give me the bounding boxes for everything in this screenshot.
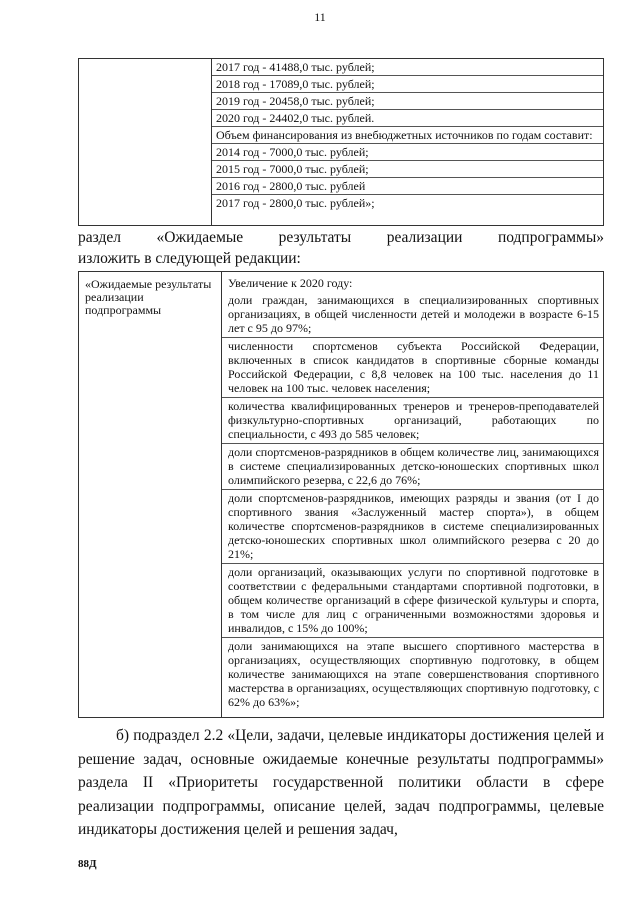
table-row: 2014 год - 7000,0 тыс. рублей;	[212, 144, 603, 161]
table-row: 2018 год - 17089,0 тыс. рублей;	[212, 76, 603, 93]
list-item: доли граждан, занимающихся в специализированных спортивных организациях, в общей численности детей и молодежи в возрасте 6-15 лет с 95 до 97%;	[222, 292, 603, 338]
heading-line: изложить в следующей редакции:	[78, 250, 301, 267]
table-row: Объем финансирования из внебюджетных источников по годам составит:	[212, 127, 603, 144]
results-table	[78, 271, 604, 718]
table-row: 2017 год - 41488,0 тыс. рублей;	[212, 59, 603, 76]
table-row: 2016 год - 2800,0 тыс. рублей	[212, 178, 603, 195]
list-item: доли занимающихся на этапе высшего спортивного мастерства в организациях, осуществляющих спортивную подготовку, в общем количестве занимающихся на этапе совершенствования спортивного мастерства в организациях, осуществляющих спортивную подготовку, с 62% до 63%»;	[228, 639, 599, 709]
body-paragraph: б) подраздел 2.2 «Цели, задачи, целевые индикаторы достижения целей и решение задач, основные ожидаемые конечные результаты подпрограммы» раздела II «Приоритеты государственной политики области в сфере реализации подпрограммы, описание целей, задач подпрограммы, целевые индикаторы достижения целей и решения задач,	[78, 727, 604, 838]
table-row: 2015 год - 7000,0 тыс. рублей;	[212, 161, 603, 178]
section-heading	[78, 227, 604, 269]
funding-table	[78, 58, 604, 226]
table-row: 2020 год - 24402,0 тыс. рублей.	[212, 110, 603, 127]
list-item: доли организаций, оказывающих услуги по спортивной подготовке в соответствии с федеральными стандартами спортивной подготовки, в общем количестве организаций в сфере физической культуры и спорта, в том числе для лиц с ограниченными возможностями здоровья и инвалидов, с 15% до 100%;	[222, 564, 603, 638]
heading-line: раздел «Ожидаемые результаты реализации подпрограммы»	[78, 229, 604, 246]
table-row: 2017 год - 2800,0 тыс. рублей»;	[216, 196, 375, 210]
results-intro: Увеличение к 2020 году:	[228, 276, 353, 290]
list-item: численности спортсменов субъекта Российской Федерации, включенных в список кандидатов в спортивные сборные команды Российской Федерации, с 8,8 человек на 100 тыс. населения до 11 человек на 100 тыс. человек населения;	[222, 338, 603, 398]
page-number: 11	[314, 10, 326, 24]
funding-cell	[212, 59, 603, 211]
list-item: доли спортсменов-разрядников, имеющих разряды и звания (от I до спортивного звания «Заслуженный мастер спорта»), в общем количестве спортсменов-разрядников в системе специализированных детско-юношеских спортивных школ олимпийского резерва с 20 до 21%;	[222, 490, 603, 564]
table-row: 2019 год - 20458,0 тыс. рублей;	[212, 93, 603, 110]
list-item: доли спортсменов-разрядников в общем количестве лиц, занимающихся в системе специализированных детско-юношеских спортивных школ олимпийского резерва, с 22,6 до 76%;	[222, 444, 603, 490]
results-cell	[222, 275, 603, 711]
list-item: количества квалифицированных тренеров и тренеров-преподавателей физкультурно-спортивных организаций, работающих по специальности, с 493 до 585 человек;	[222, 398, 603, 444]
footer-code: 88Д	[78, 858, 97, 870]
results-label: «Ожидаемые результаты реализации подпрограммы	[85, 277, 212, 317]
